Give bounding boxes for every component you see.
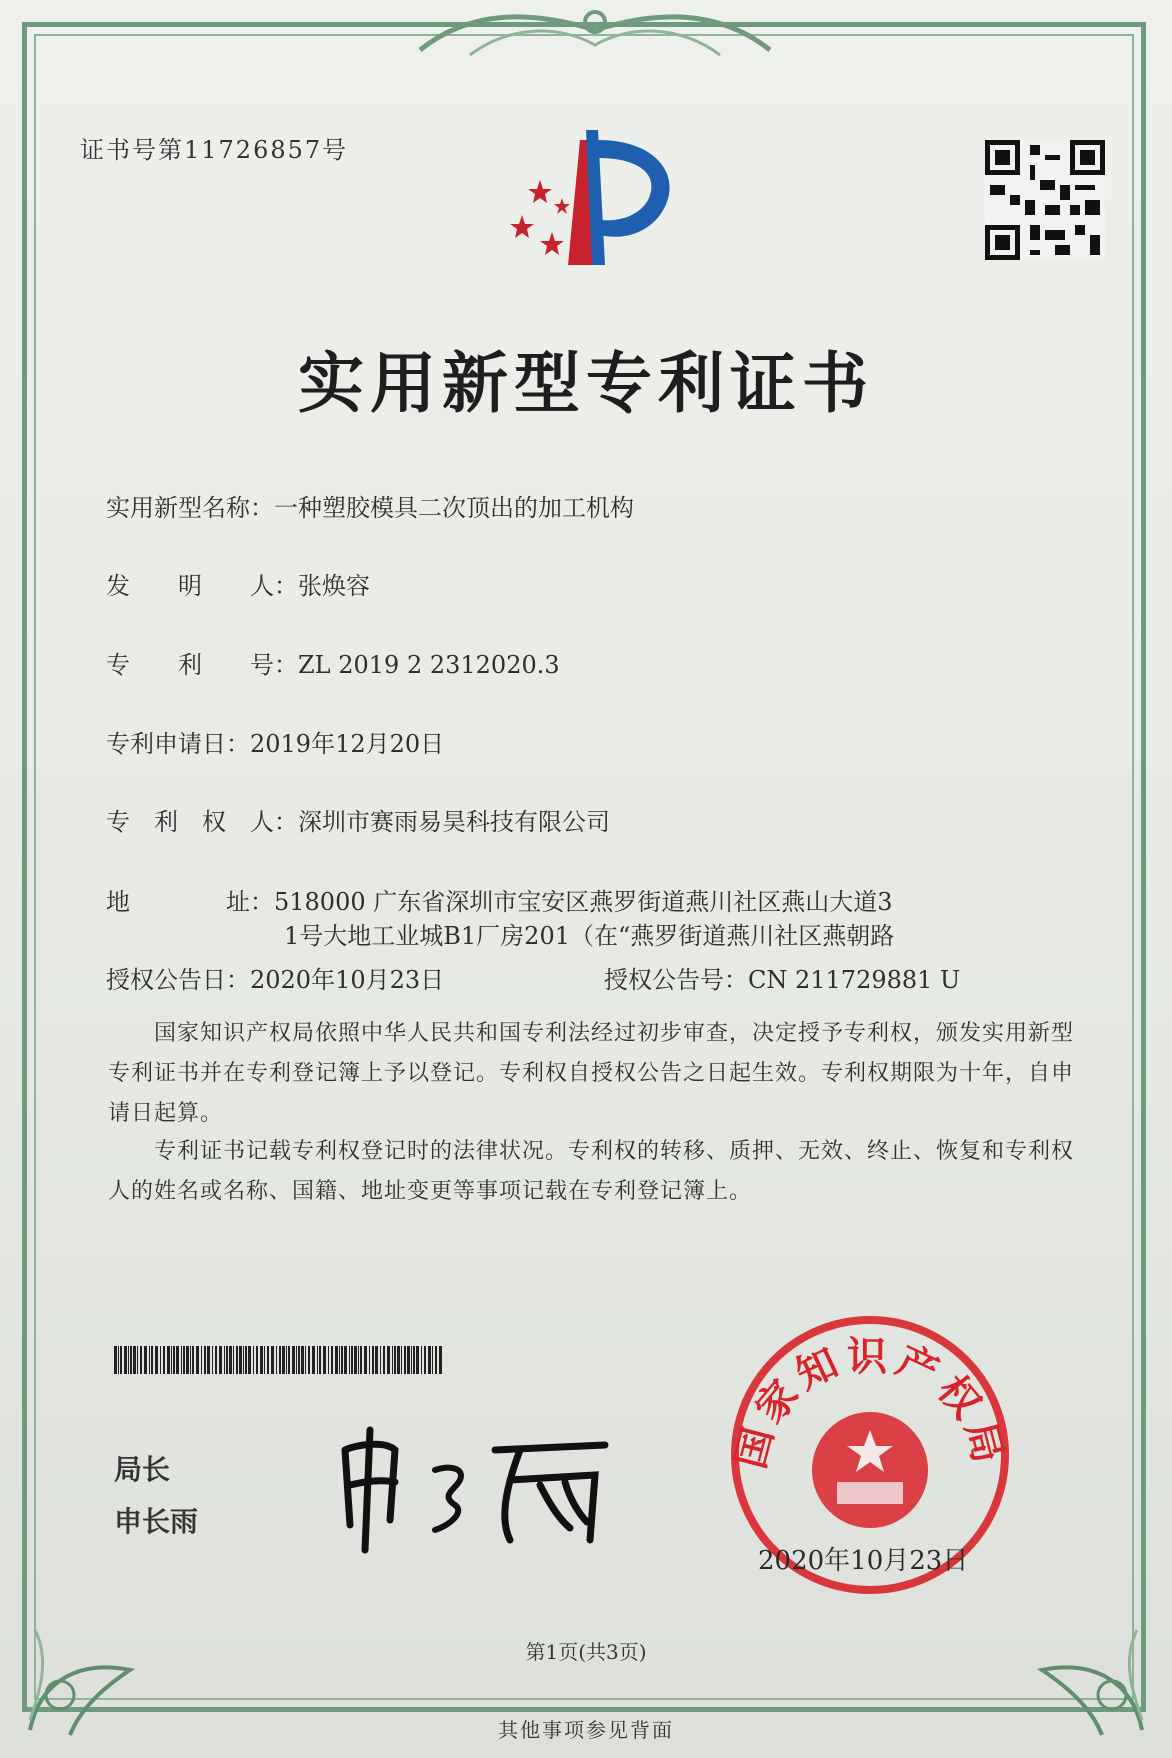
patentee-label: 专 利 权 人： — [106, 808, 298, 836]
patentee-row — [106, 802, 610, 837]
barcode-icon — [114, 1346, 444, 1374]
seal-text: 国家知识产权局 — [727, 1334, 1013, 1474]
grant-date-label: 授权公告日： — [106, 966, 250, 994]
patent-number-label: 专 利 号： — [106, 651, 298, 679]
certificate-number: 证书号第11726857号 — [80, 136, 349, 164]
inventor-row — [106, 566, 370, 601]
top-ornament-icon — [410, 0, 780, 60]
cnipa-logo-icon — [500, 120, 700, 270]
utility-model-name-value: 一种塑胶模具二次顶出的加工机构 — [274, 494, 634, 522]
grant-date-value: 2020年10月23日 — [250, 966, 445, 994]
certificate-title: 实用新型专利证书 — [298, 345, 874, 422]
patent-number-row — [106, 645, 560, 680]
statement-paragraph-1: 国家知识产权局依照中华人民共和国专利法经过初步审查，决定授予专利权，颁发实用新型专利证书并在专利登记簿上予以登记。专利权自授权公告之日起生效。专利权期限为十年，自申请日起算。 — [108, 1021, 1075, 1126]
director-title: 局长 — [114, 1453, 171, 1486]
footer-note: 其他事项参见背面 — [498, 1718, 674, 1742]
grant-date-row — [106, 960, 444, 995]
inventor-label: 发 明 人： — [106, 572, 298, 600]
utility-model-name-label: 实用新型名称： — [106, 494, 274, 522]
inventor-value: 张焕容 — [298, 572, 370, 600]
grant-number-row — [604, 960, 960, 995]
address-label: 地 址： — [106, 888, 274, 916]
seal-date: 2020年10月23日 — [758, 1546, 969, 1576]
statement-paragraph-2: 专利证书记载专利权登记时的法律状况。专利权的转移、质押、无效、终止、恢复和专利权人的姓名或名称、国籍、地址变更等事项记载在专利登记簿上。 — [108, 1139, 1075, 1204]
address-row — [106, 882, 893, 917]
grant-number-value: CN 211729881 U — [748, 966, 961, 994]
application-date-value: 2019年12月20日 — [250, 730, 445, 758]
director-signature — [325, 1410, 625, 1560]
address-line-2: 1号大地工业城B1厂房201（在“燕罗街道燕川社区燕朝路 — [284, 922, 895, 950]
qr-code-icon — [985, 140, 1105, 260]
grant-number-label: 授权公告号： — [604, 966, 748, 994]
utility-model-name-row — [106, 488, 634, 523]
patent-number-value: ZL 2019 2 2312020.3 — [298, 651, 560, 679]
patentee-value: 深圳市赛雨易昊科技有限公司 — [298, 808, 610, 836]
director-name: 申长雨 — [114, 1505, 199, 1538]
application-date-label: 专利申请日： — [106, 730, 250, 758]
page-number: 第1页(共3页) — [525, 1640, 647, 1664]
address-line-1: 518000 广东省深圳市宝安区燕罗街道燕川社区燕山大道3 — [274, 888, 893, 916]
application-date-row — [106, 724, 444, 759]
